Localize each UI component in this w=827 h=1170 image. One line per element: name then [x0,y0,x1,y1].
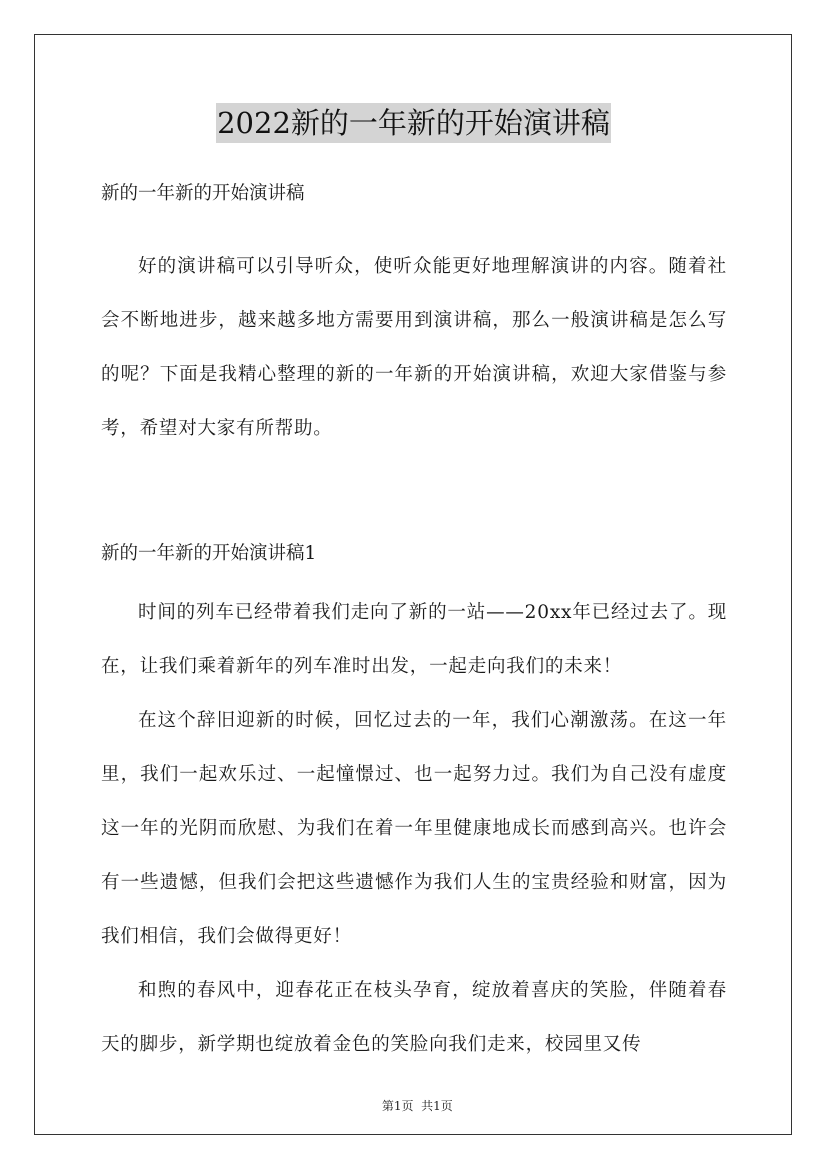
page-footer [0,1082,827,1114]
intro-paragraph: 好的演讲稿可以引导听众，使听众能更好地理解演讲的内容。随着社会不断地进步，越来越多地方需要用到演讲稿，那么一般演讲稿是怎么写的呢？下面是我精心整理的新的一年新的开始演讲稿，欢迎大家借鉴与参考，希望对大家有所帮助。 [101,256,727,439]
document-subtitle: 新的一年新的开始演讲稿 [101,183,305,204]
document-title-container [0,103,827,143]
document-body [101,174,727,1072]
body-paragraph: 时间的列车已经带着我们走向了新的一站——20xx年已经过去了。现在，让我们乘着新年的列车准时出发，一起走向我们的未来！ [101,602,727,677]
page-number: 第1页 共1页 [381,1099,453,1113]
body-paragraph: 在这个辞旧迎新的时候，回忆过去的一年，我们心潮激荡。在这一年里，我们一起欢乐过、一起憧憬过、也一起努力过。我们为自己没有虚度这一年的光阴而欣慰、为我们在着一年里健康地成长而感到高兴。也许会有一些遗憾，但我们会把这些遗憾作为我们人生的宝贵经验和财富，因为我们相信，我们会做得更好！ [101,710,727,947]
section-heading: 新的一年新的开始演讲稿1 [101,543,317,564]
body-paragraph: 和煦的春风中，迎春花正在枝头孕育，绽放着喜庆的笑脸，伴随着春天的脚步，新学期也绽放着金色的笑脸向我们走来，校园里又传 [101,980,727,1055]
document-title: 2022新的一年新的开始演讲稿 [216,103,611,143]
